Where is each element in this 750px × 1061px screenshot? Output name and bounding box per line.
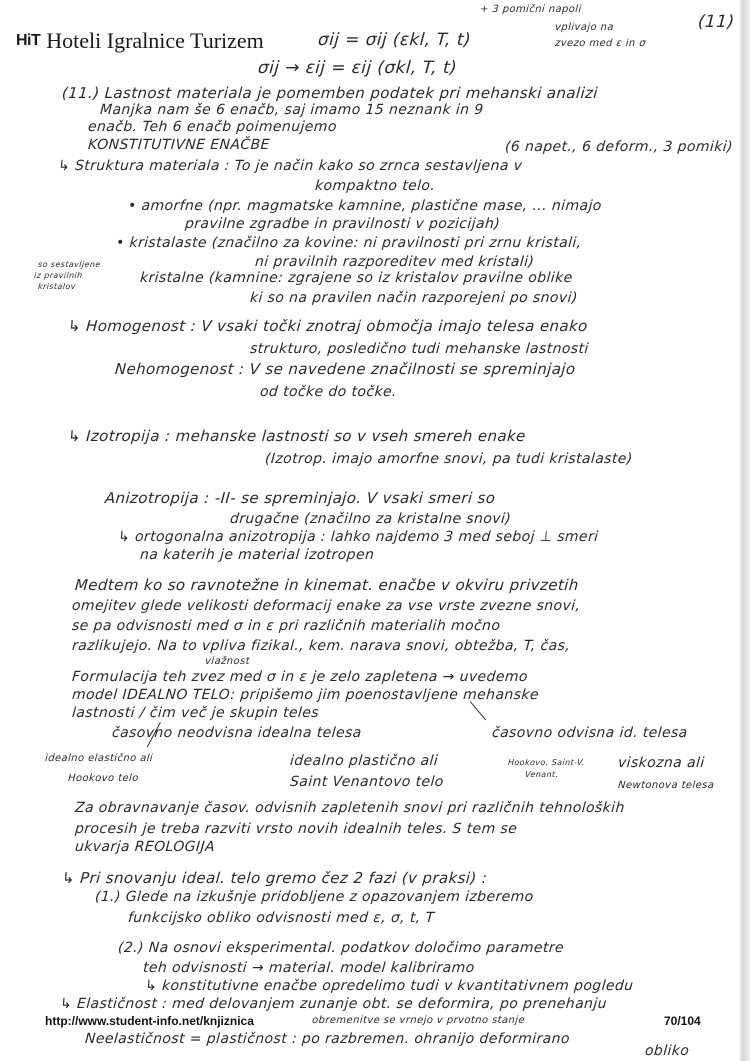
text-line: (6 napet., 6 deform., 3 pomiki) xyxy=(504,139,734,155)
text-line: vlažnost xyxy=(204,656,251,667)
side-note: so sestavljene xyxy=(37,260,101,269)
logo xyxy=(16,28,264,54)
formula: σij → εij = εij (σkl, T, t) xyxy=(257,58,458,78)
footer-url[interactable]: http://www.student-info.net/knjiznica xyxy=(45,1014,254,1028)
text-line: ni pravilnih razporeditev med kristali) xyxy=(254,254,535,270)
text-line: ukvarja REOLOGIJA xyxy=(74,839,216,855)
text-line: drugačne (značilno za kristalne snovi) xyxy=(229,511,512,527)
text-line: • amorfne (npr. magmatske kamnine, plastične mase, ... nimajo xyxy=(127,198,603,214)
text-line: obliko xyxy=(644,1043,690,1059)
text-line: časovno neodvisna idealna telesa xyxy=(111,725,363,741)
text-line: časovno odvisna id. telesa xyxy=(491,725,689,741)
text-line: ↳ Homogenost : V vsaki točki znotraj območja imajo telesa enako xyxy=(67,317,589,335)
text-line: Manjka nam še 6 enačb, saj imamo 15 neznank in 9 xyxy=(99,102,485,118)
text-line: Za obravnavanje časov. odvisnih zapletenih snovi pri različnih tehnoloških xyxy=(74,800,626,816)
text-line: ↳ ortogonalna anizotropija : lahko najdemo 3 med seboj ⊥ smeri xyxy=(117,529,599,545)
text-line: na katerih je material izotropen xyxy=(139,547,375,563)
text-line: (Izotrop. imajo amorfne snovi, pa tudi kristalaste) xyxy=(264,451,634,467)
text-line: Saint Venantovo telo xyxy=(289,774,445,790)
text-line: viskozna ali xyxy=(617,755,706,771)
text-line: Formulacija teh zvez med σ in ε je zelo zapletena → uvedemo xyxy=(71,669,529,685)
text-line: pravilne zgradbe in pravilnosti v pozicijah) xyxy=(184,216,501,232)
text-line: ki so na pravilen način razporejeni po snovi) xyxy=(249,290,579,306)
arrow-line xyxy=(470,701,486,720)
text-line: Venant. xyxy=(524,770,559,779)
text-line: funkcijsko obliko odvisnosti med ε, σ, t, T xyxy=(127,910,436,926)
text-line: (2.) Na osnovi eksperimental. podatkov določimo parametre xyxy=(117,940,565,956)
text-line: idealno elastično ali xyxy=(44,753,154,764)
text-line: ↳ Struktura materiala : To je način kako so zrnca sestavljena v xyxy=(57,158,523,174)
text-line: ↳ Pri snovanju ideal. telo gremo čez 2 fazi (v praksi) : xyxy=(61,869,488,887)
scan-edge xyxy=(738,0,750,1061)
hit-logo-icon: HiT xyxy=(16,32,41,49)
text-line: Neelastičnost = plastičnost : po razbremen. ohranijo deformirano xyxy=(84,1031,571,1047)
text-line: Hookovo, Saint-V. xyxy=(507,758,586,767)
text-line: Hookovo telo xyxy=(67,773,140,784)
side-note: kristalov xyxy=(37,282,77,291)
text-line: ↳ Elastičnost : med delovanjem zunanje obt. se deformira, po prenehanju xyxy=(59,996,608,1012)
text-line: KONSTITUTIVNE ENAČBE xyxy=(87,137,271,153)
formula: σij = σij (εkl, T, t) xyxy=(317,30,472,50)
text-line: razlikujejo. Na to vpliva fizikal., kem. narava snovi, obtežba, T, čas, xyxy=(71,638,571,654)
text-line: od točke do točke. xyxy=(259,384,398,400)
logo-text: Hoteli Igralnice Turizem xyxy=(46,28,264,53)
text-line: Anizotropija : -II- se spreminjajo. V vsaki smeri so xyxy=(104,489,497,507)
text-line: ↳ Izotropija : mehanske lastnosti so v vseh smereh enake xyxy=(67,427,527,445)
top-note: + 3 pomični napoli xyxy=(479,4,582,15)
page-label: (11) xyxy=(697,12,736,32)
text-line: strukturo, posledično tudi mehanske lastnosti xyxy=(249,341,590,357)
side-note: iz pravilnih xyxy=(33,271,83,280)
text-line: Nehomogenost : V se navedene značilnosti se spreminjajo xyxy=(114,360,577,378)
text-line: kompaktno telo. xyxy=(314,178,436,194)
text-line: obremenitve se vrnejo v prvotno stanje xyxy=(311,1015,526,1026)
text-line: Medtem ko so ravnotežne in kinemat. enačbe v okviru privzetih xyxy=(74,576,580,594)
top-note: zvezo med ε in σ xyxy=(554,38,647,49)
top-note: vplivajo na xyxy=(554,22,615,33)
text-line: omejitev glede velikosti deformacij enake za vse vrste zvezne snovi, xyxy=(71,598,581,614)
text-line: lastnosti / čim več je skupin teles xyxy=(71,705,320,721)
text-line: idealno plastično ali xyxy=(289,753,439,769)
text-line: teh odvisnosti → material. model kalibriramo xyxy=(142,960,476,976)
text-line: se pa odvisnosti med σ in ε pri različnih materialih močno xyxy=(71,618,501,634)
text-line: (1.) Glede na izkušnje pridobljene z opazovanjem izberemo xyxy=(94,889,535,905)
footer-page-number: 70/104 xyxy=(664,1014,701,1028)
text-line: kristalne (kamnine: zgrajene so iz kristalov pravilne oblike xyxy=(139,270,574,286)
text-line: • kristalaste (značilno za kovine: ni pravilnosti pri zrnu kristali, xyxy=(115,235,583,251)
text-line: procesih je treba razviti vrsto novih idealnih teles. S tem se xyxy=(74,821,518,837)
text-line: Newtonova telesa xyxy=(617,780,715,791)
text-line: model IDEALNO TELO: pripišemo jim poenostavljene mehanske xyxy=(71,687,540,703)
text-line: (11.) Lastnost materiala je pomemben podatek pri mehanski analizi xyxy=(61,84,599,102)
text-line: enačb. Teh 6 enačb poimenujemo xyxy=(87,119,338,135)
text-line: ↳ konstitutivne enačbe opredelimo tudi v kvantitativnem pogledu xyxy=(144,978,635,994)
